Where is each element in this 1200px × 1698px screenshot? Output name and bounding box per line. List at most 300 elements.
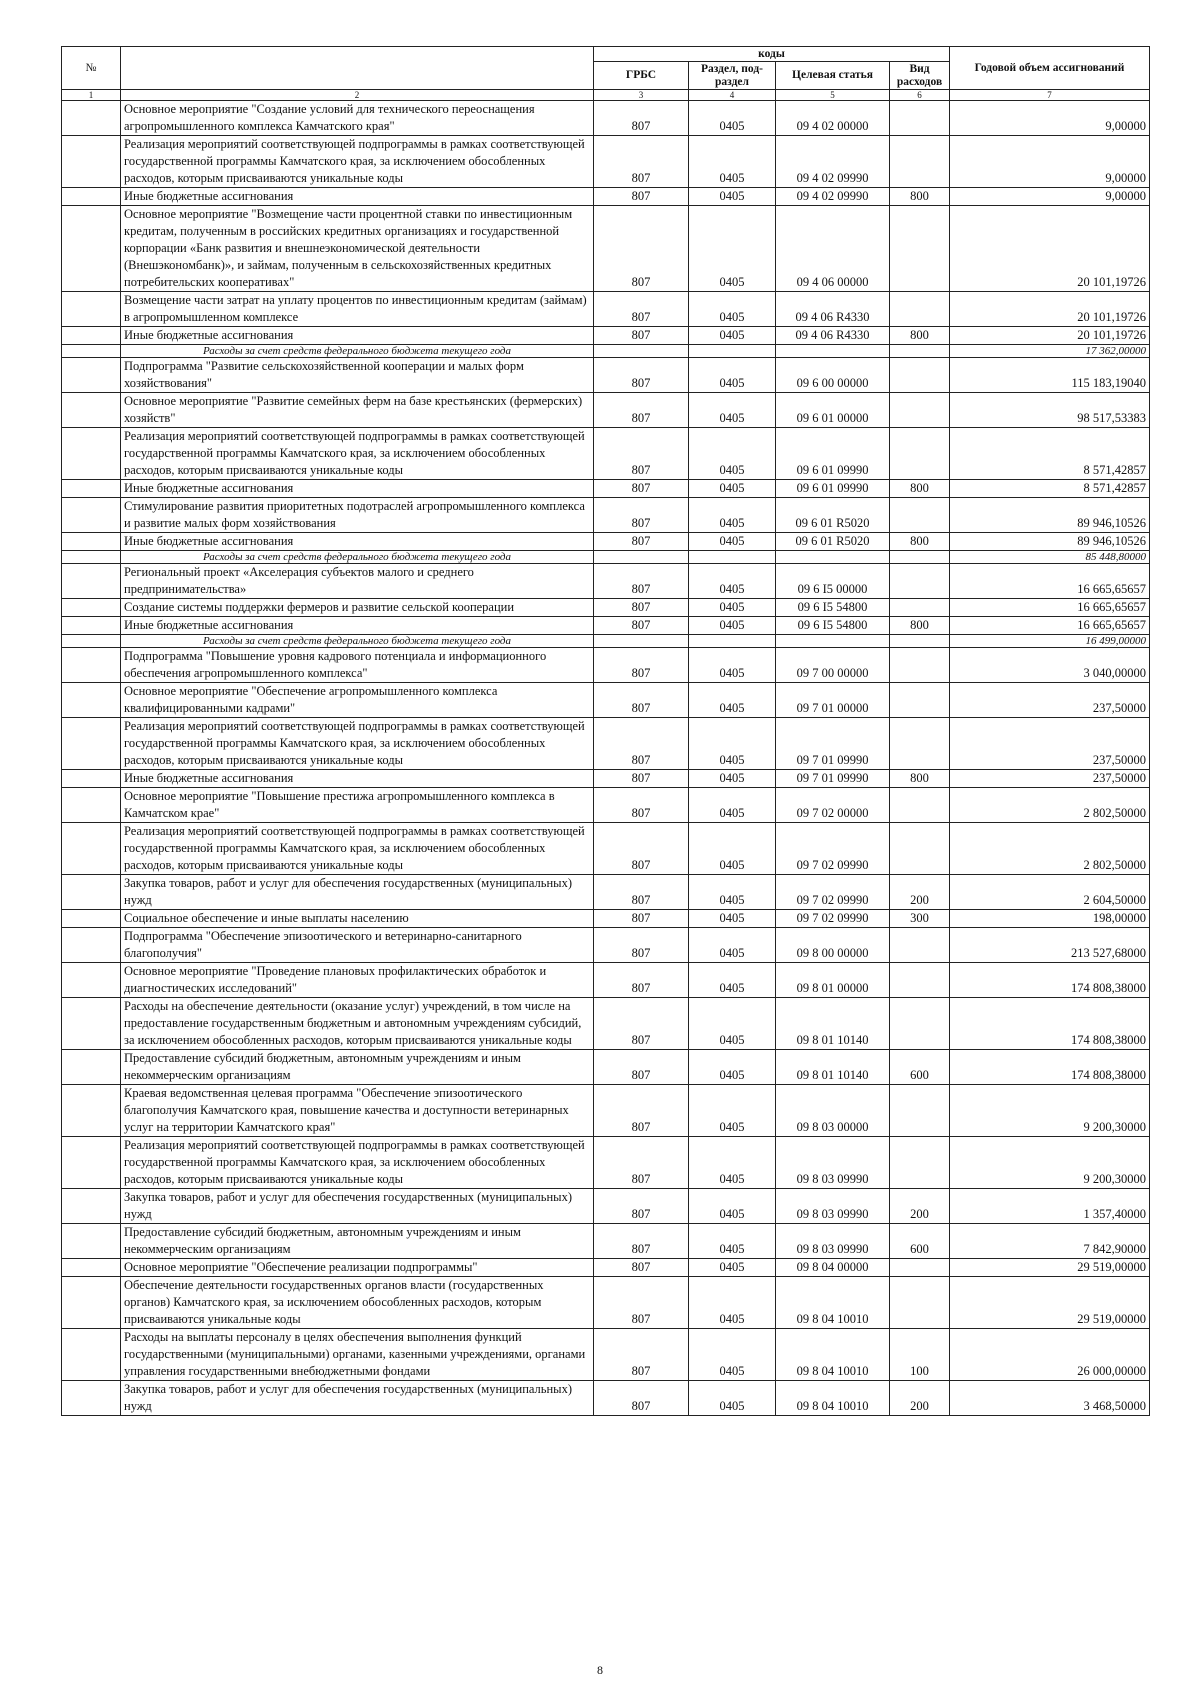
row-sum: 29 519,00000: [950, 1277, 1150, 1329]
row-razdel: 0405: [689, 875, 776, 910]
row-celevaya: 09 7 02 09990: [776, 823, 890, 875]
col-num-4: 4: [689, 90, 776, 101]
table-row: [62, 292, 1150, 327]
row-vid: [890, 1259, 950, 1277]
row-number: [62, 564, 121, 599]
row-sum: 213 527,68000: [950, 928, 1150, 963]
row-sum: 237,50000: [950, 770, 1150, 788]
row-celevaya: 09 8 04 10010: [776, 1381, 890, 1416]
page-number: 8: [597, 1663, 603, 1677]
row-grbs: 807: [594, 1277, 689, 1329]
row-razdel: 0405: [689, 963, 776, 998]
row-grbs: 807: [594, 1329, 689, 1381]
row-vid: 600: [890, 1224, 950, 1259]
row-celevaya: 09 4 02 09990: [776, 188, 890, 206]
table-row: [62, 327, 1150, 345]
row-grbs: 807: [594, 564, 689, 599]
table-row: [62, 788, 1150, 823]
row-name: Подпрограмма "Повышение уровня кадрового потенциала и информационного обеспечения агропромышленного комплекса": [121, 648, 594, 683]
row-grbs: 807: [594, 428, 689, 480]
row-name: Расходы на выплаты персоналу в целях обеспечения выполнения функций государственными (муниципальными) органами, казенными учреждениями, органами управления государственными внебюджетными фондами: [121, 1329, 594, 1381]
row-celevaya: 09 4 02 09990: [776, 136, 890, 188]
row-celevaya: 09 4 02 00000: [776, 101, 890, 136]
row-grbs: 807: [594, 327, 689, 345]
column-number-row: [62, 90, 1150, 101]
row-celevaya: 09 7 00 00000: [776, 648, 890, 683]
row-celevaya: 09 7 01 09990: [776, 718, 890, 770]
row-vid: [890, 564, 950, 599]
row-sum: 3 468,50000: [950, 1381, 1150, 1416]
row-razdel: 0405: [689, 599, 776, 617]
header-grbs: ГРБС: [594, 62, 689, 90]
row-celevaya: 09 6 00 00000: [776, 358, 890, 393]
row-name: Основное мероприятие "Повышение престижа агропромышленного комплекса в Камчатском крае": [121, 788, 594, 823]
row-vid: 600: [890, 1050, 950, 1085]
row-vid: 800: [890, 480, 950, 498]
row-number: [62, 998, 121, 1050]
row-vid: [890, 498, 950, 533]
row-razdel: 0405: [689, 1224, 776, 1259]
row-grbs: 807: [594, 1381, 689, 1416]
row-celevaya: 09 8 04 10010: [776, 1329, 890, 1381]
row-grbs: 807: [594, 910, 689, 928]
row-celevaya: [776, 551, 890, 564]
row-razdel: 0405: [689, 428, 776, 480]
row-name: Иные бюджетные ассигнования: [121, 188, 594, 206]
row-grbs: 807: [594, 823, 689, 875]
row-celevaya: 09 6 01 09990: [776, 428, 890, 480]
row-vid: 800: [890, 617, 950, 635]
row-name: Расходы за счет средств федерального бюджета текущего года: [121, 635, 594, 648]
row-number: [62, 718, 121, 770]
row-razdel: 0405: [689, 998, 776, 1050]
row-sum: 16 665,65657: [950, 617, 1150, 635]
row-number: [62, 1381, 121, 1416]
row-razdel: 0405: [689, 718, 776, 770]
row-celevaya: [776, 635, 890, 648]
row-sum: 198,00000: [950, 910, 1150, 928]
col-num-7: 7: [950, 90, 1150, 101]
row-celevaya: 09 8 03 09990: [776, 1224, 890, 1259]
row-vid: 200: [890, 875, 950, 910]
table-row: [62, 1277, 1150, 1329]
row-name: Реализация мероприятий соответствующей подпрограммы в рамках соответствующей государственной программы Камчатского края, за исключением обособленных расходов, которым присваиваются уникальные коды: [121, 1137, 594, 1189]
row-celevaya: 09 6 01 09990: [776, 480, 890, 498]
row-vid: 800: [890, 327, 950, 345]
row-celevaya: 09 8 01 00000: [776, 963, 890, 998]
row-celevaya: 09 7 02 00000: [776, 788, 890, 823]
row-razdel: 0405: [689, 788, 776, 823]
row-razdel: 0405: [689, 498, 776, 533]
table-row: [62, 1189, 1150, 1224]
row-number: [62, 1224, 121, 1259]
col-num-1: 1: [62, 90, 121, 101]
row-name: Основное мероприятие "Создание условий для технического переоснащения агропромышленного комплекса Камчатского края": [121, 101, 594, 136]
row-name: Расходы на обеспечение деятельности (оказание услуг) учреждений, в том числе на предоставление государственным бюджетным и автономным учреждениям субсидий, за исключением обособленных расходов, которым присваиваются уникальные коды: [121, 998, 594, 1050]
row-celevaya: 09 8 04 00000: [776, 1259, 890, 1277]
row-grbs: 807: [594, 1259, 689, 1277]
row-vid: 300: [890, 910, 950, 928]
row-number: [62, 617, 121, 635]
row-grbs: 807: [594, 101, 689, 136]
row-vid: 800: [890, 188, 950, 206]
row-razdel: 0405: [689, 188, 776, 206]
federal-budget-row: [62, 635, 1150, 648]
row-razdel: 0405: [689, 910, 776, 928]
row-razdel: 0405: [689, 206, 776, 292]
row-number: [62, 1259, 121, 1277]
row-razdel: 0405: [689, 136, 776, 188]
row-razdel: 0405: [689, 770, 776, 788]
table-row: [62, 963, 1150, 998]
row-razdel: 0405: [689, 1381, 776, 1416]
row-sum: 9 200,30000: [950, 1085, 1150, 1137]
row-vid: 200: [890, 1381, 950, 1416]
row-vid: [890, 788, 950, 823]
row-name: Иные бюджетные ассигнования: [121, 617, 594, 635]
table-row: [62, 599, 1150, 617]
header-name-blank: [121, 47, 594, 90]
row-razdel: 0405: [689, 101, 776, 136]
row-sum: 29 519,00000: [950, 1259, 1150, 1277]
row-vid: 800: [890, 770, 950, 788]
header-kody: коды: [594, 47, 950, 62]
row-razdel: 0405: [689, 1137, 776, 1189]
row-celevaya: 09 8 01 10140: [776, 998, 890, 1050]
row-razdel: 0405: [689, 480, 776, 498]
row-vid: 200: [890, 1189, 950, 1224]
row-grbs: 807: [594, 963, 689, 998]
row-sum: 89 946,10526: [950, 533, 1150, 551]
row-name: Основное мероприятие "Возмещение части процентной ставки по инвестиционным кредитам, полученным в российских кредитных организациях и государственной корпорации «Банк развития и внешнеэкономической деятельности (Внешэкономбанк)», и займам, полученным в сельскохозяйственных кредитных потребительских кооперативах": [121, 206, 594, 292]
row-celevaya: 09 4 06 R4330: [776, 292, 890, 327]
row-number: [62, 533, 121, 551]
table-row: [62, 770, 1150, 788]
row-sum: 17 362,00000: [950, 345, 1150, 358]
row-grbs: 807: [594, 136, 689, 188]
row-grbs: 807: [594, 770, 689, 788]
row-vid: 800: [890, 533, 950, 551]
row-number: [62, 635, 121, 648]
row-sum: 16 499,00000: [950, 635, 1150, 648]
row-grbs: 807: [594, 599, 689, 617]
row-sum: 237,50000: [950, 683, 1150, 718]
table-row: [62, 1085, 1150, 1137]
table-row: [62, 1329, 1150, 1381]
table-header: [62, 47, 1150, 101]
row-sum: 16 665,65657: [950, 599, 1150, 617]
col-num-6: 6: [890, 90, 950, 101]
row-number: [62, 1085, 121, 1137]
header-godovoy: Годовой объем ассигнований: [950, 47, 1150, 90]
row-razdel: [689, 635, 776, 648]
row-number: [62, 393, 121, 428]
row-razdel: 0405: [689, 327, 776, 345]
budget-table-page: [61, 46, 1149, 1416]
table-row: [62, 718, 1150, 770]
row-sum: 20 101,19726: [950, 292, 1150, 327]
row-vid: [890, 1137, 950, 1189]
row-celevaya: 09 6 01 R5020: [776, 498, 890, 533]
table-row: [62, 188, 1150, 206]
row-number: [62, 1189, 121, 1224]
row-grbs: 807: [594, 788, 689, 823]
row-name: Расходы за счет средств федерального бюджета текущего года: [121, 345, 594, 358]
row-name: Основное мероприятие "Проведение плановых профилактических обработок и диагностических исследований": [121, 963, 594, 998]
row-vid: [890, 1085, 950, 1137]
table-row: [62, 480, 1150, 498]
row-sum: 2 802,50000: [950, 823, 1150, 875]
row-vid: [890, 292, 950, 327]
row-name: Реализация мероприятий соответствующей подпрограммы в рамках соответствующей государственной программы Камчатского края, за исключением обособленных расходов, которым присваиваются уникальные коды: [121, 136, 594, 188]
row-razdel: 0405: [689, 648, 776, 683]
row-name: Иные бюджетные ассигнования: [121, 480, 594, 498]
row-grbs: 807: [594, 998, 689, 1050]
table-body: [62, 101, 1150, 1416]
row-number: [62, 875, 121, 910]
row-name: Предоставление субсидий бюджетным, автономным учреждениям и иным некоммерческим организациям: [121, 1050, 594, 1085]
col-num-2: 2: [121, 90, 594, 101]
row-number: [62, 1329, 121, 1381]
row-celevaya: 09 8 03 09990: [776, 1189, 890, 1224]
row-celevaya: [776, 345, 890, 358]
row-sum: 89 946,10526: [950, 498, 1150, 533]
row-vid: [890, 963, 950, 998]
row-grbs: 807: [594, 928, 689, 963]
row-name: Создание системы поддержки фермеров и развитие сельской кооперации: [121, 599, 594, 617]
table-row: [62, 498, 1150, 533]
row-sum: 9,00000: [950, 101, 1150, 136]
table-row: [62, 101, 1150, 136]
row-number: [62, 599, 121, 617]
row-vid: [890, 393, 950, 428]
row-grbs: [594, 551, 689, 564]
table-row: [62, 1259, 1150, 1277]
row-vid: [890, 998, 950, 1050]
row-number: [62, 101, 121, 136]
table-row: [62, 533, 1150, 551]
row-vid: [890, 635, 950, 648]
row-celevaya: 09 7 01 00000: [776, 683, 890, 718]
row-grbs: 807: [594, 1224, 689, 1259]
row-sum: 16 665,65657: [950, 564, 1150, 599]
header-celevaya: Целевая статья: [776, 62, 890, 90]
row-sum: 9,00000: [950, 136, 1150, 188]
row-grbs: 807: [594, 1137, 689, 1189]
row-number: [62, 788, 121, 823]
row-number: [62, 928, 121, 963]
row-name: Реализация мероприятий соответствующей подпрограммы в рамках соответствующей государственной программы Камчатского края, за исключением обособленных расходов, которым присваиваются уникальные коды: [121, 428, 594, 480]
row-vid: [890, 928, 950, 963]
row-razdel: 0405: [689, 823, 776, 875]
table-row: [62, 136, 1150, 188]
row-name: Иные бюджетные ассигнования: [121, 770, 594, 788]
row-grbs: 807: [594, 533, 689, 551]
federal-budget-row: [62, 551, 1150, 564]
row-sum: 26 000,00000: [950, 1329, 1150, 1381]
row-number: [62, 1050, 121, 1085]
table-row: [62, 998, 1150, 1050]
row-celevaya: 09 6 01 00000: [776, 393, 890, 428]
row-name: Подпрограмма "Развитие сельскохозяйственной кооперации и малых форм хозяйствования": [121, 358, 594, 393]
row-sum: 7 842,90000: [950, 1224, 1150, 1259]
row-vid: [890, 648, 950, 683]
row-number: [62, 683, 121, 718]
row-grbs: 807: [594, 1050, 689, 1085]
table-row: [62, 564, 1150, 599]
row-razdel: 0405: [689, 1085, 776, 1137]
row-number: [62, 327, 121, 345]
row-sum: 174 808,38000: [950, 998, 1150, 1050]
row-sum: 8 571,42857: [950, 428, 1150, 480]
row-razdel: 0405: [689, 1329, 776, 1381]
row-vid: [890, 101, 950, 136]
row-number: [62, 648, 121, 683]
row-celevaya: 09 8 03 09990: [776, 1137, 890, 1189]
table-row: [62, 823, 1150, 875]
table-row: [62, 358, 1150, 393]
row-name: Социальное обеспечение и иные выплаты населению: [121, 910, 594, 928]
row-name: Основное мероприятие "Обеспечение реализации подпрограммы": [121, 1259, 594, 1277]
row-vid: [890, 718, 950, 770]
row-number: [62, 498, 121, 533]
row-celevaya: 09 6 I5 54800: [776, 617, 890, 635]
row-sum: 1 357,40000: [950, 1189, 1150, 1224]
row-celevaya: 09 6 I5 00000: [776, 564, 890, 599]
table-row: [62, 1381, 1150, 1416]
row-number: [62, 136, 121, 188]
row-grbs: 807: [594, 480, 689, 498]
row-razdel: 0405: [689, 683, 776, 718]
row-sum: 20 101,19726: [950, 327, 1150, 345]
row-name: Подпрограмма "Обеспечение эпизоотического и ветеринарно-санитарного благополучия": [121, 928, 594, 963]
row-grbs: 807: [594, 1189, 689, 1224]
row-vid: [890, 1277, 950, 1329]
row-name: Иные бюджетные ассигнования: [121, 533, 594, 551]
row-razdel: 0405: [689, 1050, 776, 1085]
row-name: Основное мероприятие "Развитие семейных ферм на базе крестьянских (фермерских) хозяйств": [121, 393, 594, 428]
row-grbs: 807: [594, 393, 689, 428]
table-row: [62, 648, 1150, 683]
row-vid: [890, 345, 950, 358]
row-razdel: 0405: [689, 1259, 776, 1277]
row-sum: 174 808,38000: [950, 1050, 1150, 1085]
row-razdel: [689, 551, 776, 564]
row-razdel: 0405: [689, 393, 776, 428]
table-row: [62, 1224, 1150, 1259]
row-number: [62, 963, 121, 998]
row-celevaya: 09 6 I5 54800: [776, 599, 890, 617]
row-sum: 237,50000: [950, 718, 1150, 770]
row-sum: 85 448,80000: [950, 551, 1150, 564]
row-number: [62, 292, 121, 327]
table-row: [62, 928, 1150, 963]
header-razdel: Раздел, под-раздел: [689, 62, 776, 90]
row-vid: [890, 599, 950, 617]
row-name: Основное мероприятие "Обеспечение агропромышленного комплекса квалифицированными кадрами": [121, 683, 594, 718]
row-number: [62, 188, 121, 206]
row-name: Краевая ведомственная целевая программа "Обеспечение эпизоотического благополучия Камчатского края, повышение качества и доступности ветеринарных услуг на территории Камчатского края": [121, 1085, 594, 1137]
row-sum: 8 571,42857: [950, 480, 1150, 498]
row-name: Закупка товаров, работ и услуг для обеспечения государственных (муниципальных) нужд: [121, 875, 594, 910]
table-row: [62, 910, 1150, 928]
row-celevaya: 09 4 06 R4330: [776, 327, 890, 345]
table-row: [62, 617, 1150, 635]
row-celevaya: 09 7 02 09990: [776, 910, 890, 928]
row-name: Реализация мероприятий соответствующей подпрограммы в рамках соответствующей государственной программы Камчатского края, за исключением обособленных расходов, которым присваиваются уникальные коды: [121, 823, 594, 875]
row-razdel: 0405: [689, 1277, 776, 1329]
row-grbs: 807: [594, 718, 689, 770]
row-grbs: [594, 345, 689, 358]
table-row: [62, 1050, 1150, 1085]
table-row: [62, 393, 1150, 428]
row-grbs: 807: [594, 1085, 689, 1137]
row-sum: 20 101,19726: [950, 206, 1150, 292]
row-number: [62, 770, 121, 788]
row-name: Региональный проект «Акселерация субъектов малого и среднего предпринимательства»: [121, 564, 594, 599]
row-vid: [890, 428, 950, 480]
col-num-5: 5: [776, 90, 890, 101]
row-sum: 2 802,50000: [950, 788, 1150, 823]
row-name: Предоставление субсидий бюджетным, автономным учреждениям и иным некоммерческим организациям: [121, 1224, 594, 1259]
row-grbs: [594, 635, 689, 648]
table-row: [62, 875, 1150, 910]
row-number: [62, 823, 121, 875]
row-celevaya: 09 8 03 00000: [776, 1085, 890, 1137]
header-vid: Вид расходов: [890, 62, 950, 90]
row-grbs: 807: [594, 875, 689, 910]
row-number: [62, 206, 121, 292]
header-num: №: [62, 47, 121, 90]
row-number: [62, 345, 121, 358]
col-num-3: 3: [594, 90, 689, 101]
row-grbs: 807: [594, 498, 689, 533]
row-number: [62, 1137, 121, 1189]
row-grbs: 807: [594, 648, 689, 683]
row-celevaya: 09 8 01 10140: [776, 1050, 890, 1085]
row-grbs: 807: [594, 358, 689, 393]
row-celevaya: 09 7 01 09990: [776, 770, 890, 788]
row-celevaya: 09 6 01 R5020: [776, 533, 890, 551]
row-name: Закупка товаров, работ и услуг для обеспечения государственных (муниципальных) нужд: [121, 1189, 594, 1224]
row-razdel: 0405: [689, 1189, 776, 1224]
row-number: [62, 480, 121, 498]
row-razdel: 0405: [689, 358, 776, 393]
row-number: [62, 910, 121, 928]
row-number: [62, 358, 121, 393]
row-grbs: 807: [594, 292, 689, 327]
row-grbs: 807: [594, 206, 689, 292]
row-name: Стимулирование развития приоритетных подотраслей агропромышленного комплекса и развитие малых форм хозяйствования: [121, 498, 594, 533]
row-razdel: 0405: [689, 533, 776, 551]
row-celevaya: 09 4 06 00000: [776, 206, 890, 292]
table-row: [62, 1137, 1150, 1189]
row-sum: 3 040,00000: [950, 648, 1150, 683]
row-sum: 115 183,19040: [950, 358, 1150, 393]
row-vid: [890, 206, 950, 292]
row-grbs: 807: [594, 617, 689, 635]
row-grbs: 807: [594, 188, 689, 206]
row-vid: [890, 683, 950, 718]
row-sum: 9,00000: [950, 188, 1150, 206]
table-row: [62, 683, 1150, 718]
row-vid: [890, 551, 950, 564]
row-vid: [890, 823, 950, 875]
row-razdel: 0405: [689, 292, 776, 327]
row-vid: 100: [890, 1329, 950, 1381]
row-name: Возмещение части затрат на уплату процентов по инвестиционным кредитам (займам) в агропромышленном комплексе: [121, 292, 594, 327]
row-number: [62, 551, 121, 564]
